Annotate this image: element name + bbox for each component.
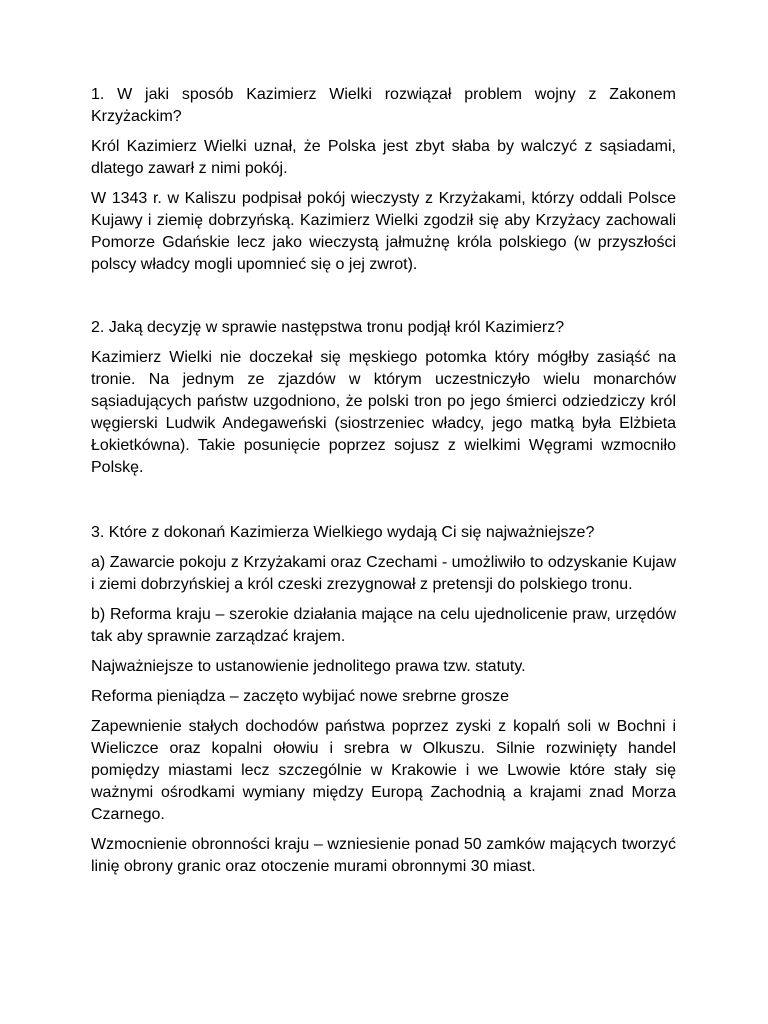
answer-paragraph: a) Zawarcie pokoju z Krzyżakami oraz Czechami - umożliwiło to odzyskanie Kujaw i ziemi dobrzyńskiej a król czeski zrezygnował z pretensji do polskiego tronu. [91,554,676,593]
answer-paragraph: Reforma pieniądza – zaczęto wybijać nowe srebrne grosze [91,688,509,705]
answer-paragraph: Wzmocnienie obronności kraju – wzniesienie ponad 50 zamków mających tworzyć linię obrony granic oraz otoczenie murami obronnymi 30 miast. [91,836,676,875]
answer-paragraph: Najważniejsze to ustanowienie jednolitego prawa tzw. statuty. [91,658,526,675]
question-1: 1. W jaki sposób Kazimierz Wielki rozwiązał problem wojny z Zakonem Krzyżackim? [91,86,676,125]
section-3 [91,522,676,878]
section-2 [91,317,676,479]
answer-paragraph: Zapewnienie stałych dochodów państwa poprzez zyski z kopalń soli w Bochni i Wieliczce oraz kopalni ołowiu i srebra w Olkuszu. Silnie rozwinięty handel pomiędzy miastami lecz szczególnie w Krakowie i we Lwowie które stały się ważnymi ośrodkami wymiany między Europą Zachodnią a krajami znad Morza Czarnego. [91,718,676,823]
question-2: 2. Jaką decyzję w sprawie następstwa tronu podjął król Kazimierz? [91,319,565,336]
question-3: 3. Które z dokonań Kazimierza Wielkiego wydają Ci się najważniejsze? [91,524,595,541]
section-1 [91,84,676,276]
answer-paragraph: W 1343 r. w Kaliszu podpisał pokój wieczysty z Krzyżakami, którzy oddali Polsce Kujawy i ziemię dobrzyńską. Kazimierz Wielki zgodził się aby Krzyżacy zachowali Pomorze Gdańskie lecz jako wieczystą jałmużnę króla polskiego (w przyszłości polscy władcy mogli upomnieć się o jej zwrot). [91,190,676,273]
answer-paragraph: Kazimierz Wielki nie doczekał się męskiego potomka który mógłby zasiąść na tronie. Na jednym ze zjazdów w którym uczestniczyło wielu monarchów sąsiadujących państw uzgodniono, że polski tron po jego śmierci odziedziczy król węgierski Ludwik Andegaweński (siostrzeniec władcy, jego matką była Elżbieta Łokietkówna). Takie posunięcie poprzez sojusz z wielkimi Węgrami wzmocniło Polskę. [91,349,676,476]
answer-paragraph: b) Reforma kraju – szerokie działania mające na celu ujednolicenie praw, urzędów tak aby sprawnie zarządzać krajem. [91,606,676,645]
answer-paragraph: Król Kazimierz Wielki uznał, że Polska jest zbyt słaba by walczyć z sąsiadami, dlatego zawarł z nimi pokój. [91,138,676,177]
document-page [91,84,676,886]
